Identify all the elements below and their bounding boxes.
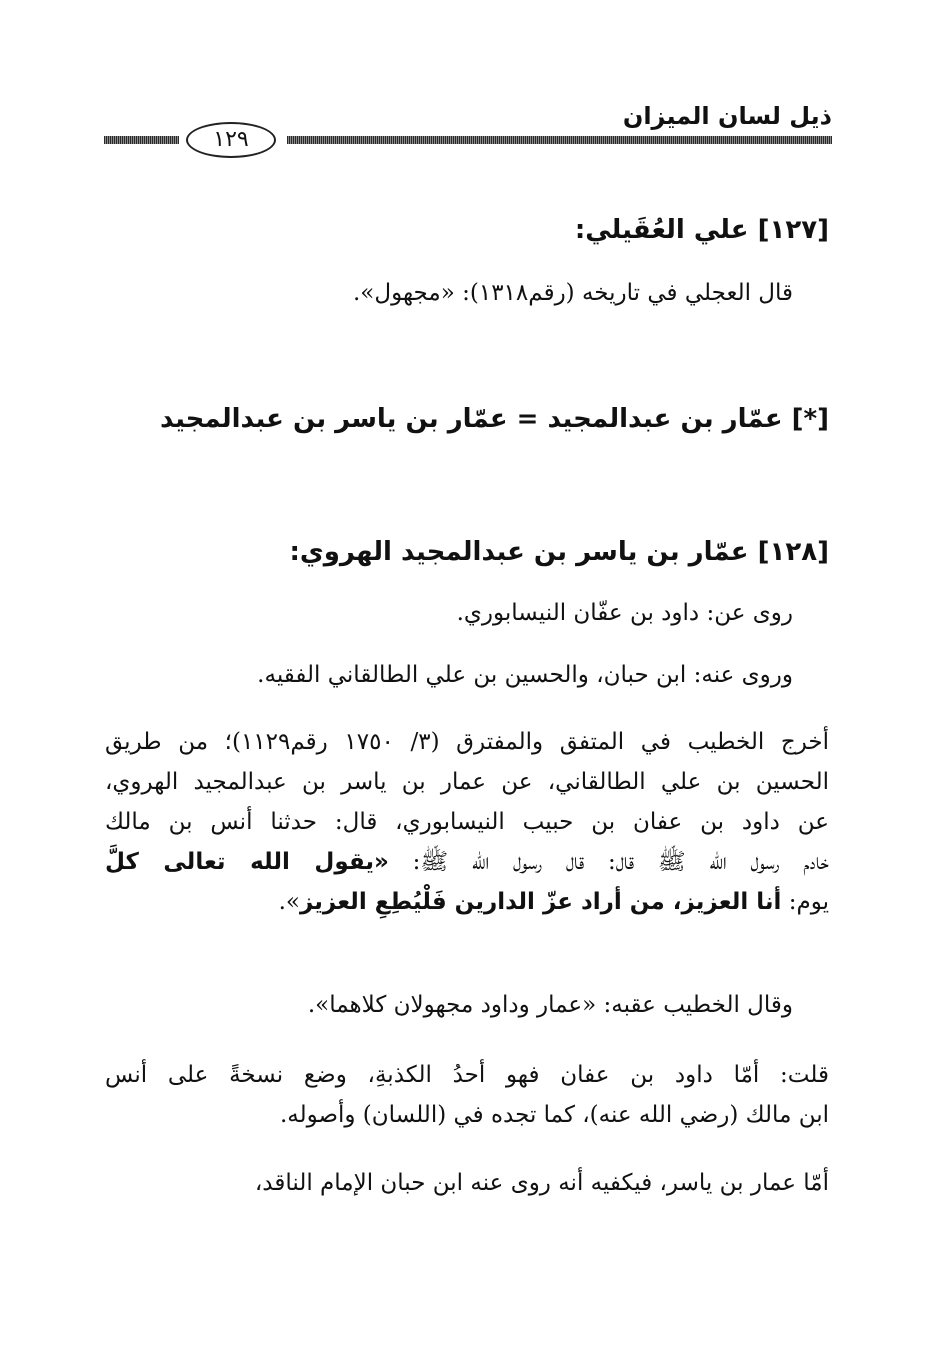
entry-128-heading: [١٢٨] عمّار بن ياسر بن عبدالمجيد الهروي: <box>289 537 829 567</box>
closing-line: أمّا عمار بن ياسر، فيكفيه أنه روى عنه ابن حبان الإمام الناقد، <box>254 1170 829 1196</box>
hadith-paragraph <box>105 722 829 922</box>
page-number: ١٢٩ <box>186 122 276 158</box>
cross-reference: [*] عمّار بن عبدالمجيد = عمّار بن ياسر بن عبدالمجيد <box>160 404 829 434</box>
hadith-quote: أنا العزيز، من أراد عزّ الدارين فَلْيُطِعِ العزيز <box>299 889 782 915</box>
text-run: ». <box>278 889 300 915</box>
book-title: ذيل لسان الميزان <box>622 102 832 130</box>
text-line: ابن مالك (رضي الله عنه)، كما تجده في (اللسان) وأصوله. <box>279 1102 829 1128</box>
text-line: قلت: أمّا داود بن عفان فهو أحدُ الكذبةِ، وضع نسخةً على أنس <box>105 1062 829 1088</box>
narrated-from: روى عن: داود بن عفّان النيسابوري. <box>456 600 793 626</box>
running-header <box>104 92 832 162</box>
text-line <box>105 842 829 882</box>
text-line: عن داود بن عفان بن حبيب النيسابوري، قال: حدثنا أنس بن مالك <box>105 809 829 835</box>
text-line: الحسين بن علي الطالقاني، عن عمار بن ياسر بن عبدالمجيد الهروي، <box>105 769 829 795</box>
text-run: يوم: <box>781 889 829 915</box>
header-rule <box>104 136 179 144</box>
narrated-by: وروى عنه: ابن حبان، والحسين بن علي الطالقاني الفقيه. <box>257 662 793 688</box>
text-line <box>105 882 829 922</box>
text-run: خادم رسول الله ﷺ قال: قال رسول الله ﷺ: <box>388 849 830 875</box>
entry-127-text: قال العجلي في تاريخه (رقم١٣١٨): «مجهول». <box>352 280 793 306</box>
hadith-quote: «يقول الله تعالى كلَّ <box>105 849 389 875</box>
author-comment <box>105 1055 829 1135</box>
header-rule <box>287 136 832 144</box>
entry-127-heading: [١٢٧] علي العُقَيلي: <box>574 215 829 245</box>
text-line: أخرج الخطيب في المتفق والمفترق (٣/ ١٧٥٠ رقم١١٢٩)؛ من طريق <box>105 729 829 755</box>
khatib-comment: وقال الخطيب عقبه: «عمار وداود مجهولان كلاهما». <box>307 992 793 1018</box>
